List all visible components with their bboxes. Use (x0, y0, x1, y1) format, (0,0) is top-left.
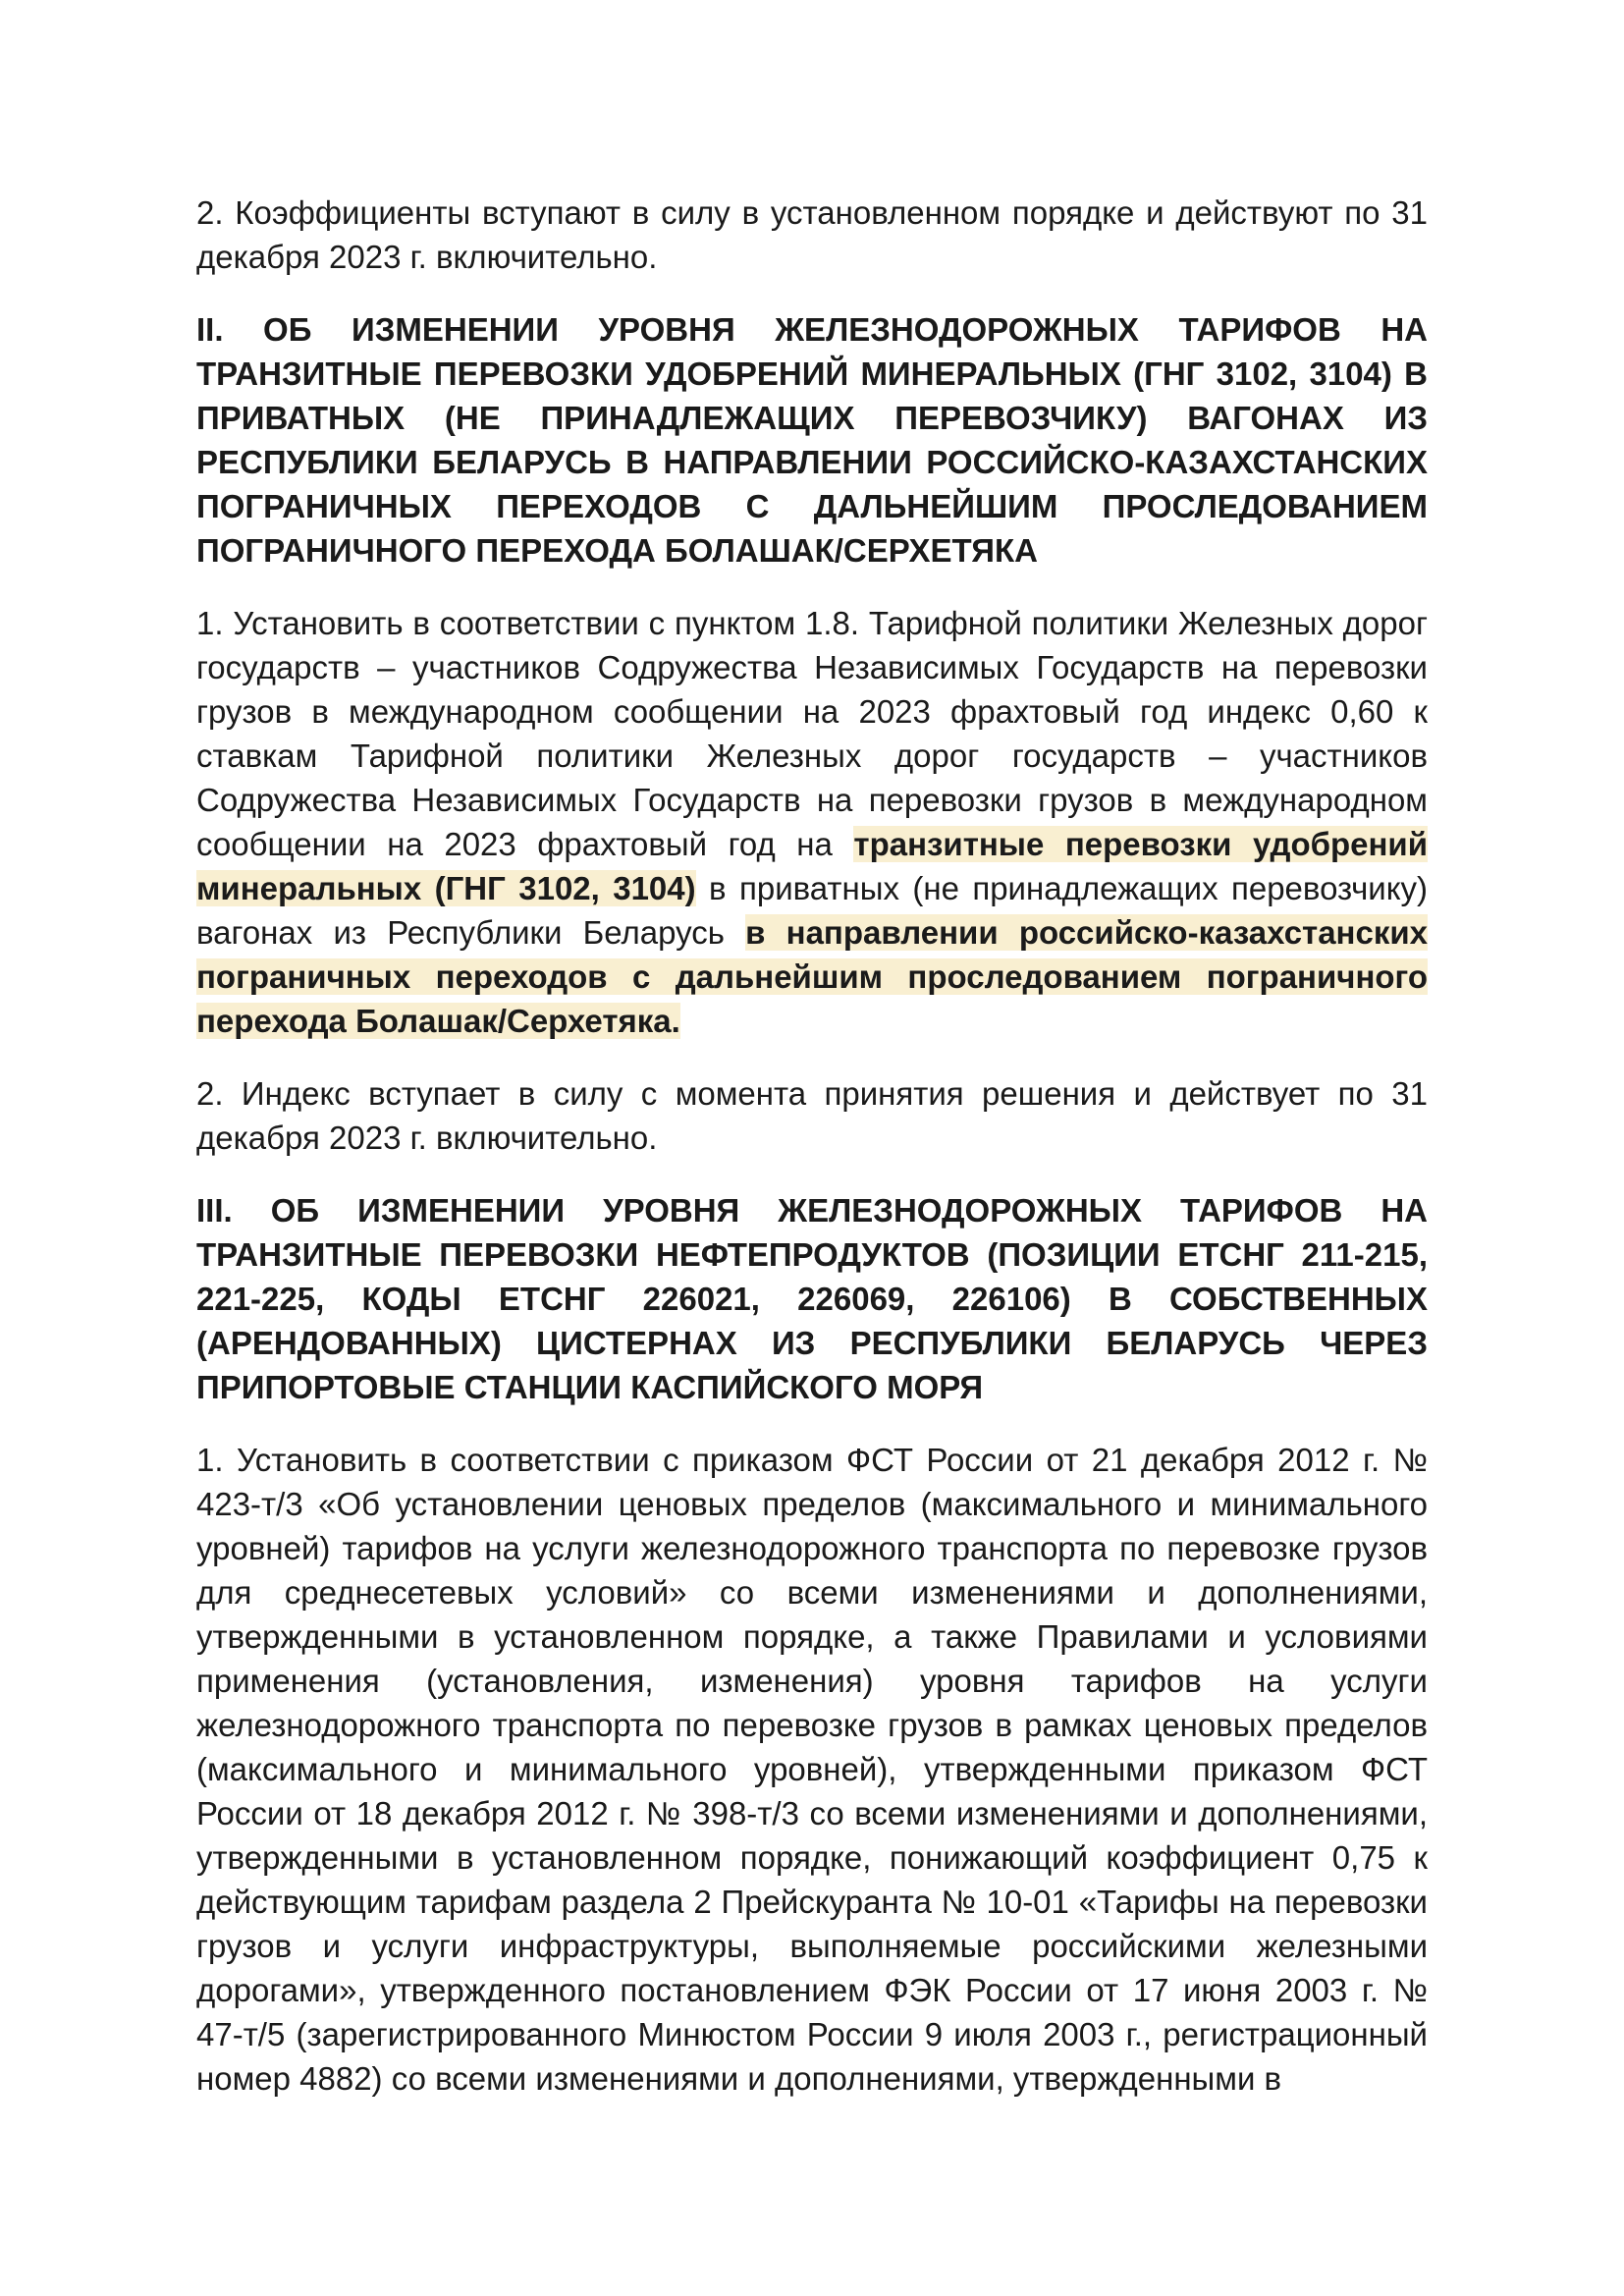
heading-section-iii (196, 1188, 1428, 1409)
paragraph-section-iii-item-1 (196, 1438, 1428, 2101)
document-body (196, 191, 1428, 2101)
text-run: 1. Установить в соответствии с пунктом 1.8. Тарифной политики Железных дорог государств – участников Содружества Независимых Государств на перевозки грузов в международном сообщении на 2023 фрахтовый год индекс 0,60 к ставкам Тарифной политики Железных дорог государств – участников Содружества Независимых Государств на перевозки грузов в международном сообщении на 2023 фрахтовый год на (196, 605, 1428, 862)
paragraph-section-i-item-2 (196, 191, 1428, 279)
text-run: II. ОБ ИЗМЕНЕНИИ УРОВНЯ ЖЕЛЕЗНОДОРОЖНЫХ ТАРИФОВ НА ТРАНЗИТНЫЕ ПЕРЕВОЗКИ УДОБРЕНИЙ МИНЕРАЛЬНЫХ (ГНГ 3102, 3104) В ПРИВАТНЫХ (НЕ ПРИНАДЛЕЖАЩИХ ПЕРЕВОЗЧИКУ) ВАГОНАХ ИЗ РЕСПУБЛИКИ БЕЛАРУСЬ В НАПРАВЛЕНИИ РОССИЙСКО-КАЗАХСТАНСКИХ ПОГРАНИЧНЫХ ПЕРЕХОДОВ С ДАЛЬНЕЙШИМ ПРОСЛЕДОВАНИЕМ ПОГРАНИЧНОГО ПЕРЕХОДА БОЛАШАК/СЕРХЕТЯКА (196, 311, 1428, 569)
text-run: 2. Индекс вступает в силу с момента принятия решения и действует по 31 декабря 2023 г. включительно. (196, 1075, 1428, 1156)
paragraph-section-ii-item-2 (196, 1071, 1428, 1160)
highlighted-text-run: в направлении российско-казахстанских пограничных переходов с дальнейшим проследованием пограничного перехода Болашак/Серхетяка. (196, 914, 1428, 1039)
text-run: в приватных (не принадлежащих перевозчику) вагонах из Республики Беларусь (196, 870, 1429, 951)
text-run: 2. Коэффициенты вступают в силу в установленном порядке и действуют по 31 декабря 2023 г. включительно. (196, 194, 1428, 275)
text-run: 1. Установить в соответствии с приказом ФСТ России от 21 декабря 2012 г. № 423-т/3 «Об установлении ценовых пределов (максимального и минимального уровней) тарифов на услуги железнодорожного транспорта по перевозке грузов для среднесетевых условий» со всеми изменениями и дополнениями, утвержденными в установленном порядке, а также Правилами и условиями применения (установления, изменения) уровня тарифов на услуги железнодорожного транспорта по перевозке грузов в рамках ценовых пределов (максимального и минимального уровней), утвержденными приказом ФСТ России от 18 декабря 2012 г. № 398-т/3 со всеми изменениями и дополнениями, утвержденными в установленном порядке, понижающий коэффициент 0,75 к действующим тарифам раздела 2 Прейскуранта № 10-01 «Тарифы на перевозки грузов и услуги инфраструктуры, выполняемые российскими железными дорогами», утвержденного постановлением ФЭК России от 17 июня 2003 г. № 47-т/5 (зарегистрированного Минюстом России 9 июля 2003 г., регистрационный номер 4882) со всеми изменениями и дополнениями, утвержденными в (196, 1442, 1428, 2097)
paragraph-section-ii-item-1 (196, 601, 1428, 1043)
heading-section-ii (196, 307, 1428, 573)
text-run: III. ОБ ИЗМЕНЕНИИ УРОВНЯ ЖЕЛЕЗНОДОРОЖНЫХ ТАРИФОВ НА ТРАНЗИТНЫЕ ПЕРЕВОЗКИ НЕФТЕПРОДУКТОВ (ПОЗИЦИИ ЕТСНГ 211-215, 221-225, КОДЫ ЕТСНГ 226021, 226069, 226106) В СОБСТВЕННЫХ (АРЕНДОВАННЫХ) ЦИСТЕРНАХ ИЗ РЕСПУБЛИКИ БЕЛАРУСЬ ЧЕРЕЗ ПРИПОРТОВЫЕ СТАНЦИИ КАСПИЙСКОГО МОРЯ (196, 1192, 1428, 1405)
highlighted-text-run: транзитные перевозки удобрений минеральных (ГНГ 3102, 3104) (196, 826, 1428, 906)
